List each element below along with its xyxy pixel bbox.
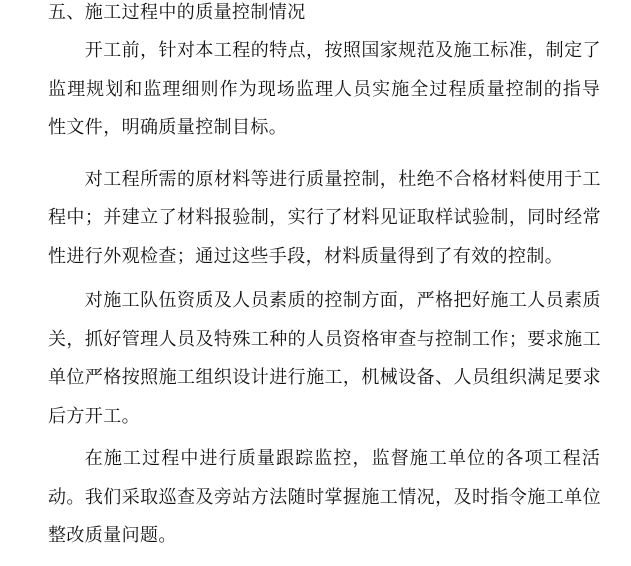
paragraph-personnel-control [48,282,601,436]
paragraph-line: 后方开工。 [48,405,140,427]
paragraph-line: 对施工队伍资质及人员素质的控制方面，严格把好施工人员素质 [84,290,601,311]
paragraph-line: 整改质量问题。 [48,525,177,546]
document-page [48,0,601,556]
paragraph-design-planning [48,32,601,148]
paragraph-process-monitoring [48,440,601,556]
paragraph-line: 监理规划和监理细则作为现场监理人员实施全过程质量控制的指导 [48,78,601,100]
paragraph-material-control [48,161,601,277]
paragraph-line: 单位严格按照施工组织设计进行施工，机械设备、人员组织满足要求 [48,367,601,388]
section-heading: 五、施工过程中的质量控制情况 [48,2,306,23]
paragraph-line: 关，抓好管理人员及特殊工种的人员资格审查与控制工作；要求施工 [48,328,601,350]
paragraph-line: 程中；并建立了材料报验制，实行了材料见证取样试验制，同时经常 [48,207,601,228]
paragraph-line: 对工程所需的原材料等进行质量控制，杜绝不合格材料使用于工 [84,168,601,190]
paragraph-line: 性文件，明确质量控制目标。 [48,117,288,138]
paragraph-line: 在施工过程中进行质量跟踪监控，监督施工单位的各项工程活 [84,448,601,469]
paragraph-line: 开工前，针对本工程的特点，按照国家规范及施工标准，制定了 [84,40,601,61]
paragraph-line: 动。我们采取巡查及旁站方法随时掌握施工情况，及时指令施工单位 [48,486,601,508]
paragraph-line: 性进行外观检查；通过这些手段，材料质量得到了有效的控制。 [48,245,564,267]
